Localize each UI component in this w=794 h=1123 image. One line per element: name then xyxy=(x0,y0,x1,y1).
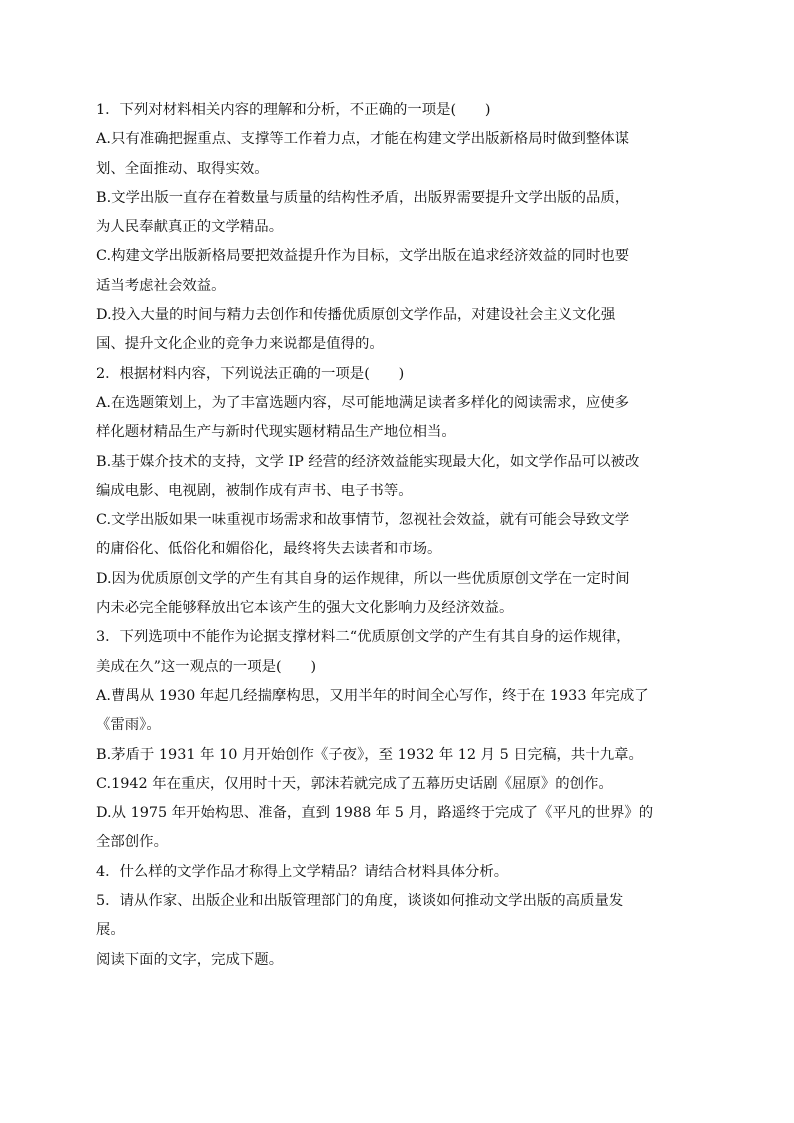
q3-option-d-line-2: 全部创作。 xyxy=(96,834,168,851)
q1-option-c-line-2: 适当考虑社会效益。 xyxy=(96,277,226,294)
q2-stem: 2．根据材料内容，下列说法正确的一项是( ) xyxy=(96,365,405,382)
q2-option-c-line-2: 的庸俗化、低俗化和媚俗化，最终将失去读者和市场。 xyxy=(96,541,442,558)
q3-option-b: B.茅盾于 1931 年 10 月开始创作《子夜》，至 1932 年 12 月 5 日完稿，共十九章。 xyxy=(96,746,643,763)
q1-option-a-line-1: A.只有准确把握重点、支撑等工作着力点，才能在构建文学出版新格局时做到整体谋 xyxy=(96,131,630,148)
q2-option-a-line-2: 样化题材精品生产与新时代现实题材精品生产地位相当。 xyxy=(96,424,456,441)
q2-option-d-line-1: D.因为优质原创文学的产生有其自身的运作规律，所以一些优质原创文学在一定时间 xyxy=(96,570,630,587)
document-body xyxy=(96,96,702,975)
q3-option-a-line-1: A.曹禺从 1930 年起几经揣摩构思，又用半年的时间全心写作，终于在 1933 年完成了 xyxy=(96,687,649,704)
q1-option-c-line-1: C.构建文学出版新格局要把效益提升作为目标，文学出版在追求经济效益的同时也要 xyxy=(96,248,630,265)
q3-option-c: C.1942 年在重庆，仅用时十天，郭沫若就完成了五幕历史话剧《屈原》的创作。 xyxy=(96,775,613,792)
q2-option-d-line-2: 内未必完全能够释放出它本该产生的强大文化影响力及经济效益。 xyxy=(96,600,514,617)
q3-option-d-line-1: D.从 1975 年开始构思、准备，直到 1988 年 5 月，路遥终于完成了《平凡的世界》的 xyxy=(96,805,654,822)
q1-option-b-line-1: B.文学出版一直存在着数量与质量的结构性矛盾，出版界需要提升文学出版的品质， xyxy=(96,189,630,206)
q1-stem: 1．下列对材料相关内容的理解和分析，不正确的一项是( ) xyxy=(96,102,491,118)
q2-option-b-line-2: 编成电影、电视剧，被制作成有声书、电子书等。 xyxy=(96,482,413,499)
q2-option-a-line-1: A.在选题策划上，为了丰富选题内容，尽可能地满足读者多样化的阅读需求，应使多 xyxy=(96,394,630,411)
q3-option-a-line-2: 《雷雨》。 xyxy=(96,717,161,734)
q3-stem-line-1: 3．下列选项中不能作为论据支撑材料二“优质原创文学的产生有其自身的运作规律， xyxy=(96,629,631,646)
q5-stem-line-2: 展。 xyxy=(96,922,125,939)
q1-option-b-line-2: 为人民奉献真正的文学精品。 xyxy=(96,219,284,236)
reading-instruction: 阅读下面的文字，完成下题。 xyxy=(96,951,284,968)
q4-stem: 4．什么样的文学作品才称得上文学精品？请结合材料具体分析。 xyxy=(96,863,509,880)
q2-option-b-line-1: B.基于媒介技术的支持，文学 IP 经营的经济效益能实现最大化，如文学作品可以被改 xyxy=(96,453,640,470)
q1-option-d-line-2: 国、提升文化企业的竞争力来说都是值得的。 xyxy=(96,336,384,353)
q2-option-c-line-1: C.文学出版如果一味重视市场需求和故事情节，忽视社会效益，就有可能会导致文学 xyxy=(96,512,630,529)
q5-stem-line-1: 5．请从作家、出版企业和出版管理部门的角度，谈谈如何推动文学出版的高质量发 xyxy=(96,893,624,910)
q1-option-a-line-2: 划、全面推动、取得实效。 xyxy=(96,160,269,177)
q1-option-d-line-1: D.投入大量的时间与精力去创作和传播优质原创文学作品，对建设社会主义文化强 xyxy=(96,307,616,324)
q3-stem-line-2: 美成在久”这一观点的一项是( ) xyxy=(96,658,317,675)
